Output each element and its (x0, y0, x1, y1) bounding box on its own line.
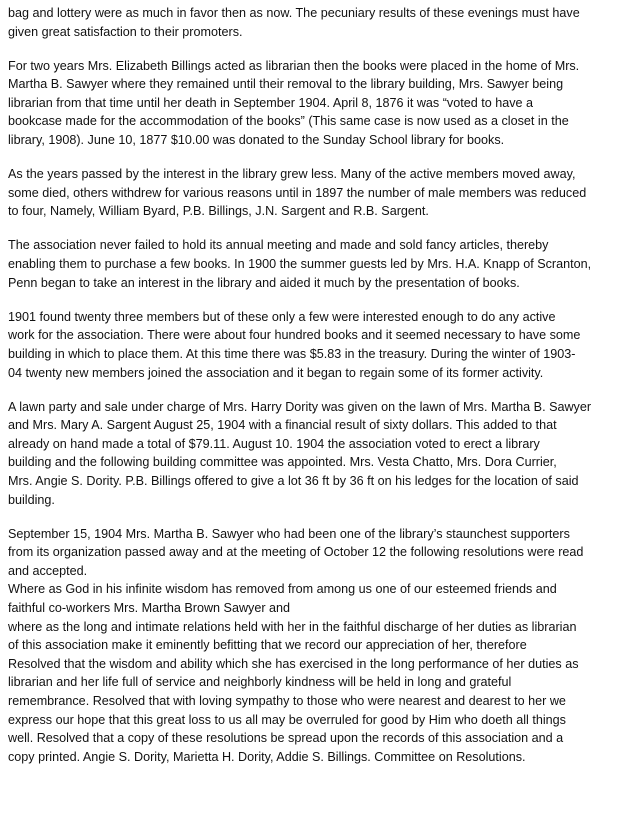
text-line: Penn began to take an interest in the library and aided it much by the presentation of books. (8, 275, 520, 290)
paragraph-lottery (8, 4, 630, 41)
text-line: well. Resolved that a copy of these resolutions be spread upon the records of this association and a (8, 731, 564, 746)
text-line: librarian and her life full of service and neighborly kindness will be held in long and grateful (8, 675, 512, 690)
text-line: express our hope that this great loss to us all may be overruled for good by Him who doeth all things (8, 712, 566, 727)
text-line: and accepted. (8, 563, 88, 578)
text-line: given great satisfaction to their promoters. (8, 24, 243, 39)
text-line: librarian from that time until her death in September 1904. April 8, 1876 it was “voted to have a (8, 95, 534, 110)
text-line: 1901 found twenty three members but of these only a few were interested enough to do any active (8, 309, 556, 324)
text-line: library, 1908). June 10, 1877 $10.00 was donated to the Sunday School library for books. (8, 133, 505, 148)
text-line: from its organization passed away and at the meeting of October 12 the following resolutions were read (8, 545, 584, 560)
text-line: For two years Mrs. Elizabeth Billings acted as librarian then the books were placed in the home of Mrs. (8, 58, 580, 73)
paragraph-librarians (8, 57, 630, 150)
text-line: Mrs. Angie S. Dority. P.B. Billings offered to give a lot 36 ft by 36 ft on his ledges for the location of said (8, 473, 579, 488)
text-line: Resolved that the wisdom and ability which she has exercised in the long performance of her duties as (8, 656, 579, 671)
text-line: where as the long and intimate relations held with her in the faithful discharge of her duties as librarian (8, 619, 577, 634)
text-line: building and the following building committee was appointed. Mrs. Vesta Chatto, Mrs. Dora Currier, (8, 455, 557, 470)
text-line: remembrance. Resolved that with loving sympathy to those who were nearest and dearest to her we (8, 694, 566, 708)
text-line: building. (8, 492, 55, 507)
text-line: building in which to place them. At this time there was $5.83 in the treasury. During the winter of 1903- (8, 346, 576, 361)
text-line: bookcase made for the accommodation of the books” (This same case is now used as a closet in the (8, 114, 569, 129)
paragraph-lawn-party (8, 398, 630, 510)
text-line: Where as God in his infinite wisdom has removed from among us one of our esteemed friends and (8, 582, 557, 597)
text-line: and Mrs. Mary A. Sargent August 25, 1904 with a financial result of sixty dollars. This added to that (8, 418, 557, 433)
text-line: already on hand made a total of $79.11. August 10. 1904 the association voted to erect a library (8, 436, 540, 451)
text-line: bag and lottery were as much in favor then as now. The pecuniary results of these evenings must have (8, 6, 580, 20)
text-line: As the years passed by the interest in the library grew less. Many of the active members moved away, (8, 167, 576, 182)
paragraph-annual-meeting (8, 236, 630, 292)
text-line: some died, others withdrew for various reasons until in 1897 the number of male members was reduced (8, 185, 587, 200)
paragraph-1901 (8, 308, 630, 382)
text-line: Martha B. Sawyer where they remained until their removal to the library building, Mrs. Sawyer being (8, 77, 564, 92)
text-line: enabling them to purchase a few books. In 1900 the summer guests led by Mrs. H.A. Knapp of Scranton, (8, 257, 592, 272)
text-line: of this association make it eminently befitting that we record our appreciation of her, therefore (8, 638, 527, 653)
paragraph-decline (8, 165, 630, 221)
text-line: The association never failed to hold its annual meeting and made and sold fancy articles, thereby (8, 238, 549, 253)
text-line: to four, Namely, William Byard, P.B. Billings, J.N. Sargent and R.B. Sargent. (8, 204, 429, 219)
text-line: A lawn party and sale under charge of Mrs. Harry Dority was given on the lawn of Mrs. Martha B. Sawyer (8, 399, 592, 414)
text-line: copy printed. Angie S. Dority, Marietta H. Dority, Addie S. Billings. Committee on Resolutions. (8, 749, 526, 764)
text-line: work for the association. There were about four hundred books and it seemed necessary to have some (8, 328, 581, 343)
text-line: faithful co-workers Mrs. Martha Brown Sawyer and (8, 601, 291, 616)
text-line: September 15, 1904 Mrs. Martha B. Sawyer who had been one of the library’s staunchest supporters (8, 526, 570, 541)
document-page (8, 4, 630, 766)
paragraph-resolutions (8, 525, 630, 767)
text-line: 04 twenty new members joined the association and it began to regain some of its former activity. (8, 365, 544, 380)
